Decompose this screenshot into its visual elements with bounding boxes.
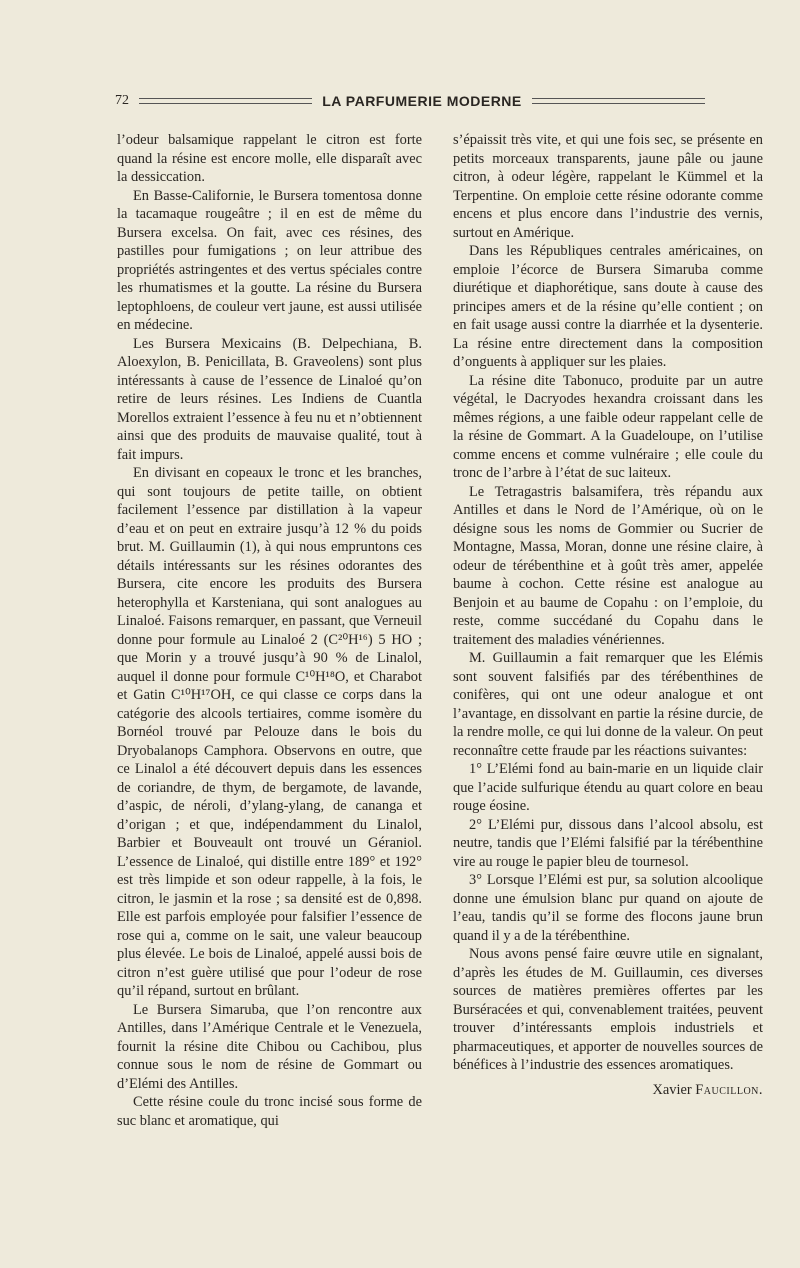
paragraph: En divisant en copeaux le tronc et les branches, qui sont toujours de petite taille, on obtient facilement l’essence par distillation à la vapeur d’eau et on peut en extraire jusqu’à 12 % du poids brut. M. Guillaumin (1), à qui nous empruntons ces détails intéressants sur les résines odorantes des Bursera, cite encore les produits des Bursera heterophylla et Karsteniana, qui sont analogues au Linaloé. Faisons remarquer, en passant, que Verneuil donne pour formule au Linaloé 2 (C²⁰H¹⁶) 5 HO ; que Morin y a trouvé jusqu’à 90 % de Linalol, auquel il donne pour formule C¹⁰H¹⁸O, et Charabot et Gatin C¹⁰H¹⁷OH, ce qui classe ce corps dans la catégorie des alcools tertiaires, comme isomère du Bornéol trouvé par Pelouze dans le bois du Dryobalanops Camphora. Observons en outre, que ce Linalol a été découvert depuis dans les essences de coriandre, de thym, de bergamote, de lavande, d’aspic, de néroli, d’ylang-ylang, de cananga et d’origan ; et que, indépendamment du Linalol, Barbier et Bouveault ont trouvé un Géraniol. L’essence de Linaloé, qui distille entre 189° et 192° est très limpide et son odeur rappelle, à la fois, le citron, le jasmin et la rose ; sa densité est de 0,898. Elle est parfois employée pour falsifier l’essence de rose qui a, comme on le sait, une valeur beaucoup plus élevée. Le bois de Linaloé, appelé aussi bois de citron n’est guère utilisé que pour l’odeur de rose qu’il répand, surtout en brûlant. bbox=[117, 465, 422, 999]
paragraph: Nous avons pensé faire œuvre utile en signalant, d’après les études de M. Guillaumin, ces diverses sources de matières premières offertes par les Burséracées et qui, convenablement traitées, peuvent trouver d’intéressants emplois industriels et pharmaceutiques, et apporter de nouvelles sources de bénéfices à l’industrie des essences aromatiques. bbox=[453, 946, 763, 1073]
paragraph: Les Bursera Mexicains (B. Delpechiana, B. Aloexylon, B. Penicillata, B. Graveolens) sont plus intéressants à cause de l’essence de Linaloé qu’on retire de leurs résines. Les Indiens de Cuantla Morellos extraient l’essence à feu nu et n’obtiennent ainsi que des produits de mauvaise qualité, tout à fait impurs. bbox=[117, 335, 422, 463]
paragraph: Le Bursera Simaruba, que l’on rencontre aux Antilles, dans l’Amérique Centrale et le Venezuela, fournit la résine dite Chibou ou Cachibou, plus connue sous le nom de résine de Gommart ou d’Elémi des Antilles. bbox=[117, 1001, 422, 1092]
page-number: 72 bbox=[115, 93, 129, 108]
paragraph: Dans les Républiques centrales américaines, on emploie l’écorce de Bursera Simaruba comme diurétique et diaphorétique, sans doute à cause des principes amers et de la résine qu’elle contient ; on en fait usage aussi contre la diarrhée et la dysenterie. La résine entre directement dans la composition d’onguents à appliquer sur les plaies. bbox=[453, 243, 763, 370]
left-column bbox=[117, 131, 422, 1130]
paragraph: Cette résine coule du tronc incisé sous forme de suc blanc et aromatique, qui bbox=[117, 1094, 422, 1129]
paragraph: l’odeur balsamique rappelant le citron est forte quand la résine est encore molle, elle disparaît avec la dessiccation. bbox=[117, 132, 422, 185]
paragraph: 1° L’Elémi fond au bain-marie en un liquide clair que l’acide sulfurique étendu au quart colore en beau rouge éosine. bbox=[453, 761, 763, 814]
paragraph: s’épaissit très vite, et qui une fois sec, se présente en petits morceaux transparents, jaune pâle ou jaune citron, à odeur légère, rappelant le Kümmel et la Terpentine. On emploie cette résine odorante comme encens et plus encore dans l’industrie des vernis, surtout en Amérique. bbox=[453, 132, 763, 241]
paragraph: M. Guillaumin a fait remarquer que les Elémis sont souvent falsifiés par des térébenthines de conifères, qui ont une odeur analogue et ont l’avantage, en dissolvant en partie la résine durcie, de la rendre molle, ce qui lui donne de la valeur. On peut reconnaître cette fraude par les réactions suivantes: bbox=[453, 650, 763, 759]
header-rule-right bbox=[532, 98, 705, 104]
journal-title: LA PARFUMERIE MODERNE bbox=[322, 93, 522, 109]
paragraph: 2° L’Elémi pur, dissous dans l’alcool absolu, est neutre, tandis que l’Elémi falsifié par la térébenthine vire au rouge le papier bleu de tournesol. bbox=[453, 816, 763, 870]
running-header bbox=[115, 92, 705, 110]
author-last-name: Faucillon. bbox=[695, 1081, 763, 1098]
right-column bbox=[453, 131, 763, 1099]
paragraph: En Basse-Californie, le Bursera tomentosa donne la tacamaque rougeâtre ; il en est de même du Bursera excelsa. On fait, avec ces résines, des pastilles pour fumigations ; on leur attribue des propriétés astringentes et des vertus spéciales contre les rhumatismes et la goutte. La résine du Bursera leptophloens, de couleur vert jaune, est aussi utilisée en médecine. bbox=[117, 187, 422, 333]
paragraph: Le Tetragastris balsamifera, très répandu aux Antilles et dans le Nord de l’Amérique, où on le désigne sous les noms de Gommier ou Sucrier de Montagne, Massa, Moran, donne une résine claire, à odeur de térébenthine et à goût très amer, appelée baume à cochon. Cette résine est analogue au Benjoin et au baume de Copahu : on l’emploie, du reste, comme succédané du Copahu dans le traitement des maladies vénériennes. bbox=[453, 483, 763, 648]
paragraph: 3° Lorsque l’Elémi est pur, sa solution alcoolique donne une émulsion blanc pur quand on ajoute de l’eau, tandis qu’il se forme des flocons jaune brun quand il y a de la térébenthine. bbox=[453, 872, 763, 944]
author-signature bbox=[453, 1081, 763, 1100]
paragraph: La résine dite Tabonuco, produite par un autre végétal, le Dacryodes hexandra croissant dans les mêmes régions, a une faible odeur rappelant celle de la résine de Gommart. A la Guadeloupe, on l’utilise comme encens et comme vulnéraire ; elle coule du tronc de l’arbre à l’état de suc laiteux. bbox=[453, 372, 763, 481]
header-rule-left bbox=[139, 98, 312, 104]
author-first-name: Xavier bbox=[652, 1081, 692, 1098]
